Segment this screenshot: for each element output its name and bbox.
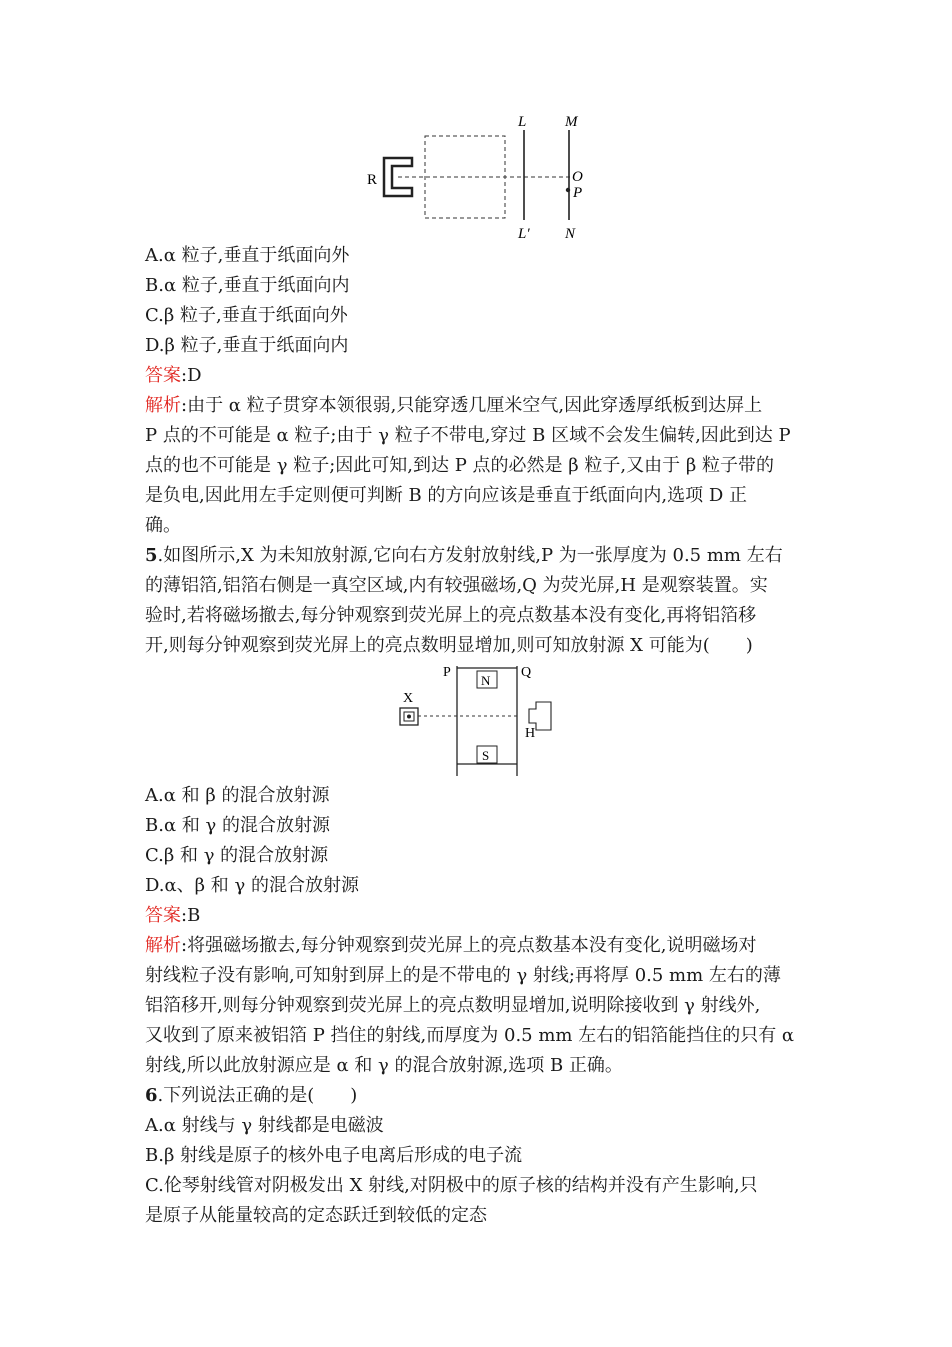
fig1-point-P [566, 188, 570, 192]
fig2-label-N: N [481, 673, 491, 688]
fig1-label-M: M [565, 114, 578, 130]
q5-option-a: A.α 和 β 的混合放射源 [145, 785, 330, 806]
q4-analysis-line-2: P 点的不可能是 α 粒子;由于 γ 粒子不带电,穿过 B 区域不会发生偏转,因此到达 P [145, 425, 791, 446]
q5-analysis-line-5: 射线,所以此放射源应是 α 和 γ 的混合放射源,选项 B 正确。 [145, 1055, 623, 1076]
fig2-source-X-dot [407, 715, 411, 719]
q5-analysis-line-1 [145, 931, 757, 961]
q6-stem-text: .下列说法正确的是( ) [157, 1085, 358, 1106]
q5-analysis-line-3: 铝箔移开,则每分钟观察到荧光屏上的亮点数明显增加,说明除接收到 γ 射线外, [145, 995, 761, 1016]
q5-analysis-line-2: 射线粒子没有影响,可知射到屏上的是不带电的 γ 射线;再将厚 0.5 mm 左右的薄 [145, 965, 781, 986]
figure-deflection-apparatus [360, 108, 600, 243]
q4-option-d: D.β 粒子,垂直于纸面向内 [145, 335, 349, 356]
q5-answer [145, 901, 200, 931]
fig2-label-H: H [525, 726, 536, 741]
q4-analysis-line-5: 确。 [145, 515, 181, 536]
q5-stem-line-3: 验时,若将磁场撤去,每分钟观察到荧光屏上的亮点数基本没有变化,再将铝箔移 [145, 605, 757, 626]
q4-option-c: C.β 粒子,垂直于纸面向外 [145, 305, 348, 326]
fig1-label-L: L [518, 114, 527, 130]
q4-analysis-text-1: :由于 α 粒子贯穿本领很弱,只能穿透几厘米空气,因此穿透厚纸板到达屏上 [181, 395, 763, 416]
fig2-label-P: P [443, 665, 451, 680]
q4-analysis-label: 解析 [145, 395, 181, 416]
q5-option-b: B.α 和 γ 的混合放射源 [145, 815, 331, 836]
q4-analysis-line-3: 点的也不可能是 γ 粒子;因此可知,到达 P 点的必然是 β 粒子,又由于 β 粒子带的 [145, 455, 774, 476]
q5-number: 5 [145, 545, 158, 566]
q5-analysis-line-4: 又收到了原来被铝箔 P 挡住的射线,而厚度为 0.5 mm 左右的铝箔能挡住的只有 α [145, 1025, 795, 1046]
q4-answer-label: 答案 [145, 365, 181, 386]
fig1-label-L-prime: L′ [518, 226, 530, 242]
fig1-label-P: P [573, 185, 583, 201]
q4-answer-value: :D [181, 365, 202, 386]
q6-stem [145, 1081, 357, 1111]
q5-answer-label: 答案 [145, 905, 181, 926]
q5-stem-line-1 [145, 541, 783, 571]
q4-analysis-line-4: 是负电,因此用左手定则便可判断 B 的方向应该是垂直于纸面向内,选项 D 正 [145, 485, 747, 506]
fig2-label-X: X [403, 691, 414, 706]
q5-analysis-label: 解析 [145, 935, 181, 956]
fig2-label-S: S [482, 748, 490, 763]
q5-stem-text-1: .如图所示,X 为未知放射源,它向右方发射放射线,P 为一张厚度为 0.5 mm 左右 [157, 545, 783, 566]
q4-answer [145, 361, 202, 391]
q5-analysis-text-1: :将强磁场撤去,每分钟观察到荧光屏上的亮点数基本没有变化,说明磁场对 [181, 935, 757, 956]
q6-option-c-line-2: 是原子从能量较高的定态跃迁到较低的定态 [145, 1205, 487, 1226]
q4-option-b: B.α 粒子,垂直于纸面向内 [145, 275, 350, 296]
q4-option-a: A.α 粒子,垂直于纸面向外 [145, 245, 350, 266]
q5-option-d: D.α、β 和 γ 的混合放射源 [145, 875, 359, 896]
q5-answer-value: :B [181, 905, 201, 926]
fig1-label-N: N [565, 226, 576, 242]
fig1-label-O: O [572, 169, 583, 185]
q6-option-a: A.α 射线与 γ 射线都是电磁波 [145, 1115, 384, 1136]
fig1-label-R: R [367, 172, 378, 188]
q5-stem-line-4: 开,则每分钟观察到荧光屏上的亮点数明显增加,则可知放射源 X 可能为( ) [145, 635, 753, 656]
q4-analysis-line-1 [145, 391, 762, 421]
q6-option-c-line-1: C.伦琴射线管对阴极发出 X 射线,对阴极中的原子核的结构并没有产生影响,只 [145, 1175, 758, 1196]
q6-option-b: B.β 射线是原子的核外电子电离后形成的电子流 [145, 1145, 523, 1166]
figure-magnetic-field-apparatus [395, 660, 565, 780]
q6-number: 6 [145, 1085, 158, 1106]
q5-option-c: C.β 和 γ 的混合放射源 [145, 845, 329, 866]
q5-stem-line-2: 的薄铝箔,铝箔右侧是一真空区域,内有较强磁场,Q 为荧光屏,H 是观察装置。实 [145, 575, 768, 596]
fig2-label-Q: Q [521, 665, 532, 680]
